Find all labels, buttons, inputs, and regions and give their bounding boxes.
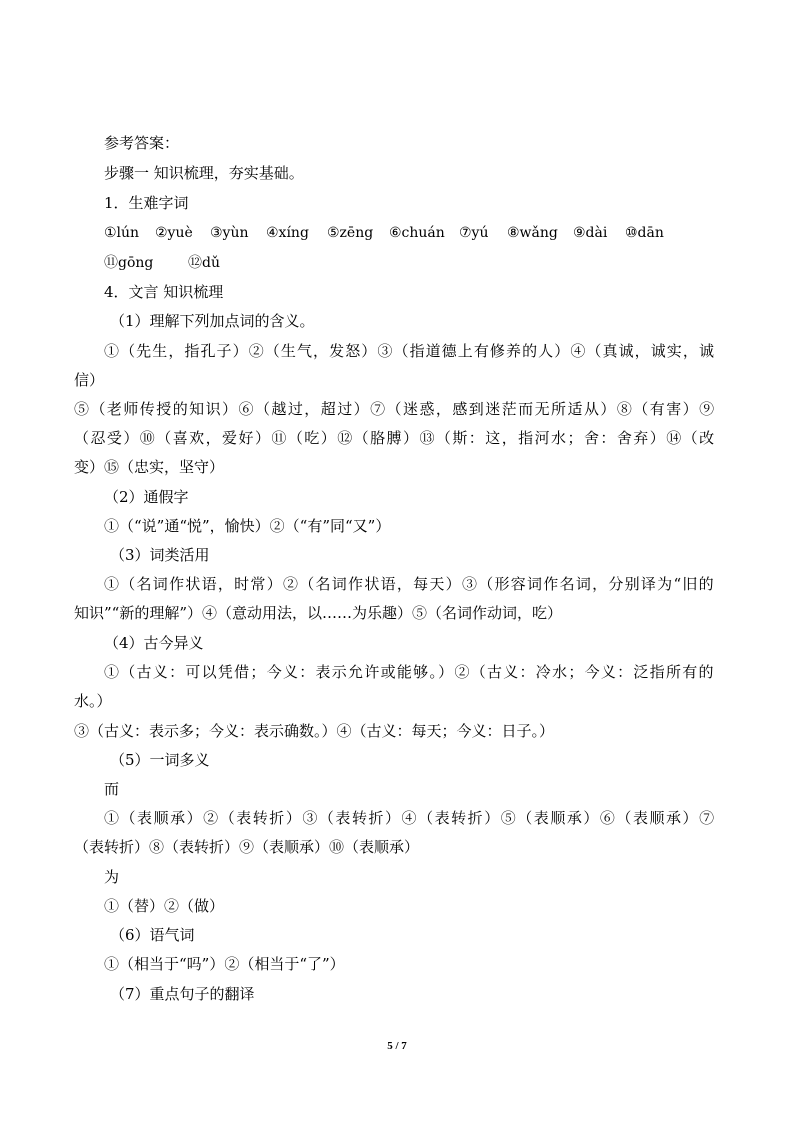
polysemy-word: 为	[104, 868, 120, 886]
pinyin-item: ⑨dài	[573, 225, 608, 241]
polysemy-word: 而	[104, 780, 120, 798]
subsection-3-title: （3）词类活用	[110, 546, 210, 564]
pinyin-item: ⑫dǔ	[188, 255, 220, 271]
pinyin-item: ③yùn	[210, 225, 249, 241]
paragraph-line: ③（古义：表示多；今义：表示确数。）④（古义：每天；今义：日子。）	[74, 722, 555, 740]
section-1-title: 1．生难字词	[104, 194, 189, 212]
subsection-4-title: （4）古今异义	[104, 634, 204, 652]
subsection-7-title: （7）重点句子的翻译	[110, 985, 255, 1003]
subsection-2-title: （2）通假字	[104, 488, 189, 506]
step-one-title: 步骤一 知识梳理，夯实基础。	[104, 164, 304, 182]
paragraph-line: 信）	[74, 371, 105, 389]
pinyin-item: ⑪gōng	[104, 255, 154, 271]
paragraph-line: ①（名词作状语，时常）②（名词作状语，每天）③（形容词作名词，分别译为“旧的	[104, 575, 715, 593]
pinyin-item: ②yuè	[155, 225, 193, 241]
pinyin-item: ⑧wǎng	[507, 225, 558, 241]
pinyin-item: ⑩dān	[625, 225, 664, 241]
section-4-title: 4．文言 知识梳理	[104, 283, 224, 301]
paragraph-line: ①（古义：可以凭借；今义：表示允许或能够。）②（古义：冷水；今义：泛指所有的	[104, 663, 715, 681]
paragraph-line: ①（表顺承）②（表转折）③（表转折）④（表转折）⑤（表顺承）⑥（表顺承）⑦	[104, 809, 716, 827]
pinyin-item: ⑤zēng	[327, 225, 374, 241]
pinyin-item: ⑥chuán	[389, 225, 445, 241]
subsection-5-title: （5）一词多义	[110, 751, 210, 769]
answer-heading: 参考答案：	[104, 134, 180, 152]
paragraph-line: ①（“说”通“悦”，愉快）②（“有”同“又”）	[104, 517, 391, 535]
paragraph-line: ①（先生，指孔子）②（生气，发怒）③（指道德上有修养的人）④（真诚，诚实，诚	[104, 342, 716, 360]
paragraph-line: 知识”“新的理解”）④（意动用法，以……为乐趣）⑤（名词作动词，吃）	[74, 604, 563, 622]
page-number: 5 / 7	[387, 1040, 407, 1052]
subsection-6-title: （6）语气词	[110, 926, 195, 944]
paragraph-line: 水。）	[74, 692, 112, 710]
pinyin-item: ①lún	[104, 225, 140, 241]
paragraph-line: 变）⑮（忠实，坚守）	[74, 458, 225, 476]
subsection-1-title: （1）理解下列加点词的含义。	[110, 312, 315, 330]
paragraph-line: ①（相当于“吗”）②（相当于“了”）	[104, 955, 345, 973]
paragraph-line: （忍受）⑩（喜欢，爱好）⑪（吃）⑫（胳膊）⑬（斯：这，指河水；舍：舍弃）⑭（改	[74, 429, 716, 447]
paragraph-line: （表转折）⑧（表转折）⑨（表顺承）⑩（表顺承）	[74, 838, 420, 856]
paragraph-line: ①（替）②（做）	[104, 897, 225, 915]
pinyin-item: ④xíng	[266, 225, 309, 241]
paragraph-line: ⑤（老师传授的知识）⑥（越过，超过）⑦（迷惑，感到迷茫而无所适从）⑧（有害）⑨	[74, 400, 716, 418]
pinyin-item: ⑦yú	[459, 225, 489, 241]
